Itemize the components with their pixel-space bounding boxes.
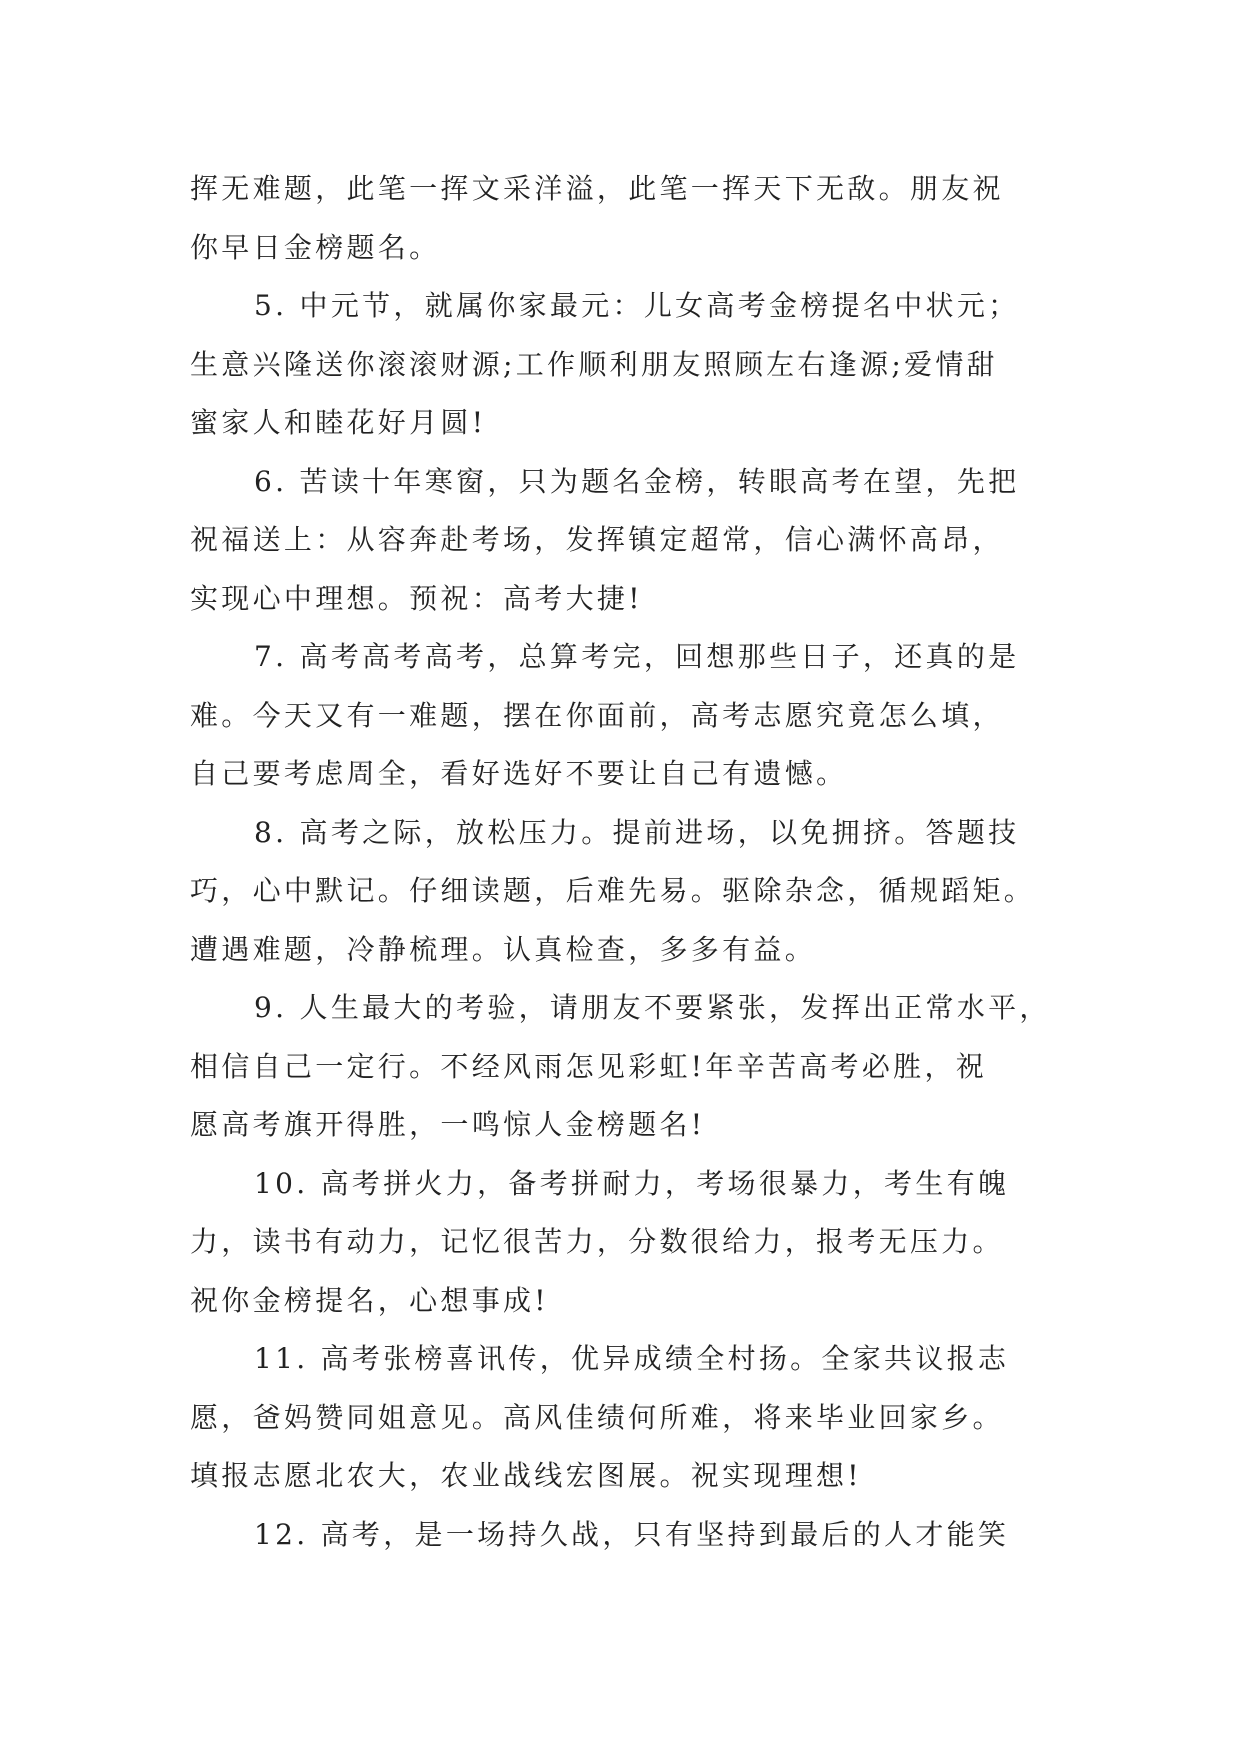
text-line: 11. 高考张榜喜讯传，优异成绩全村扬。全家共议报志 <box>254 1342 1010 1375</box>
text-line: 实现心中理想。预祝：高考大捷! <box>190 581 643 615</box>
text-line: 祝你金榜提名，心想事成! <box>190 1283 549 1317</box>
text-line: 9. 人生最大的考验，请朋友不要紧张，发挥出正常水平， <box>254 991 1051 1024</box>
text-line: 挥无难题，此笔一挥文采洋溢，此笔一挥天下无敌。朋友祝 <box>190 172 1004 205</box>
paragraph-item-5 <box>190 277 1050 453</box>
text-line: 巧，心中默记。仔细读题，后难先易。驱除杂念，循规蹈矩。 <box>190 874 1036 907</box>
text-line: 力，读书有动力，记忆很苦力，分数很给力，报考无压力。 <box>190 1225 1004 1258</box>
text-line: 填报志愿北农大，农业战线宏图展。祝实现理想! <box>190 1459 862 1492</box>
text-line: 愿高考旗开得胜，一鸣惊人金榜题名! <box>190 1108 706 1141</box>
text-line: 遭遇难题，冷静梳理。认真检查，多多有益。 <box>190 932 817 966</box>
paragraph-item-11 <box>190 1330 1050 1506</box>
text-line: 祝福送上：从容奔赴考场，发挥镇定超常，信心满怀高昂， <box>190 523 1004 556</box>
text-line: 愿，爸妈赞同姐意见。高风佳绩何所难，将来毕业回家乡。 <box>190 1400 1004 1434</box>
paragraph-item-6 <box>190 453 1050 629</box>
paragraph-item-10 <box>190 1155 1050 1331</box>
text-line: 自己要考虑周全，看好选好不要让自己有遗憾。 <box>190 757 848 790</box>
text-line: 难。今天又有一难题，摆在你面前，高考志愿究竟怎么填， <box>190 698 1004 732</box>
text-line: 相信自己一定行。不经风雨怎见彩虹!年辛苦高考必胜，祝 <box>190 1049 988 1083</box>
text-line: 蜜家人和睦花好月圆! <box>190 406 487 439</box>
paragraph-item-7 <box>190 628 1050 804</box>
paragraph-item-9 <box>190 979 1050 1155</box>
paragraph-item-12 <box>190 1506 1050 1565</box>
text-line: 生意兴隆送你滚滚财源;工作顺利朋友照顾左右逢源;爱情甜 <box>190 347 998 381</box>
text-line: 8. 高考之际，放松压力。提前进场，以免拥挤。答题技 <box>254 815 1020 849</box>
text-line: 10. 高考拼火力，备考拼耐力，考场很暴力，考生有魄 <box>254 1166 1010 1200</box>
text-line: 12. 高考，是一场持久战，只有坚持到最后的人才能笑 <box>254 1517 1010 1551</box>
text-line: 6. 苦读十年寒窗，只为题名金榜，转眼高考在望，先把 <box>254 464 1020 498</box>
paragraph-item-8 <box>190 804 1050 980</box>
paragraph-continued <box>190 160 1050 277</box>
text-line: 7. 高考高考高考，总算考完，回想那些日子，还真的是 <box>254 640 1020 673</box>
text-line: 5. 中元节，就属你家最元：儿女高考金榜提名中状元； <box>254 289 1020 322</box>
text-line: 你早日金榜题名。 <box>190 230 441 264</box>
document-body <box>190 160 1050 1564</box>
